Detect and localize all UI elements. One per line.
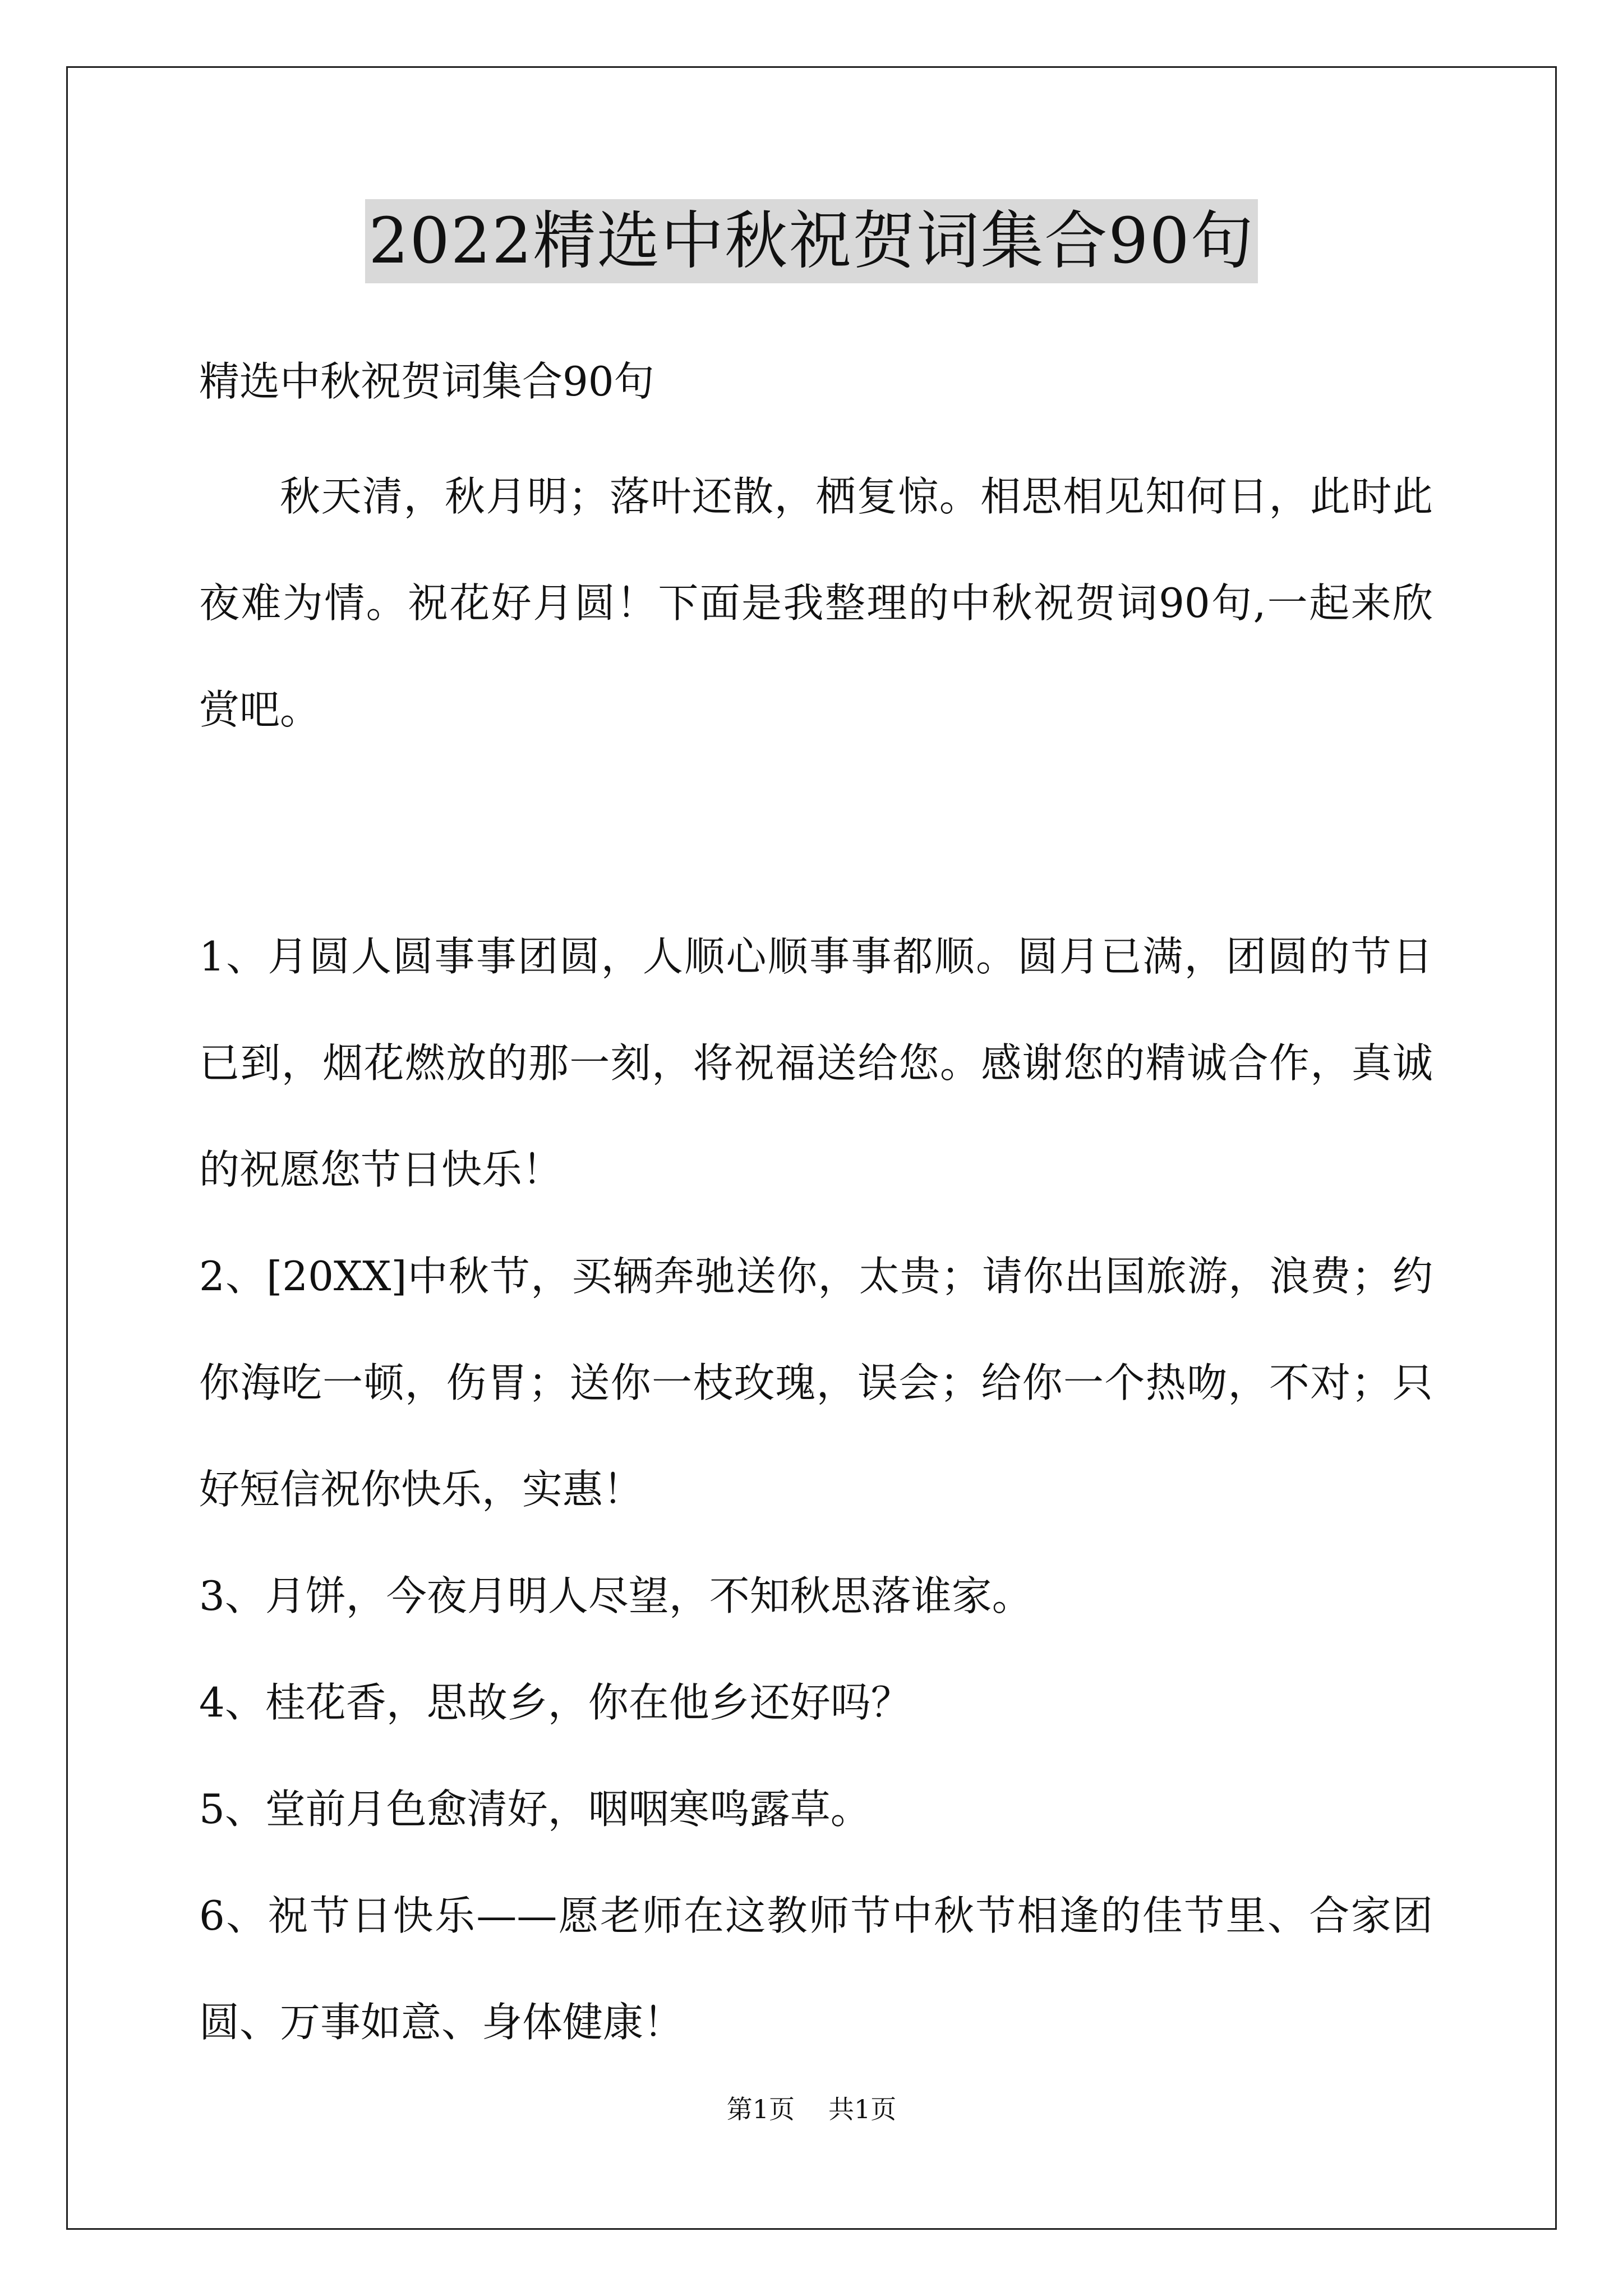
- intro-paragraph: 秋天清，秋月明；落叶还散，栖复惊。相思相见知何日，此时此夜难为情。祝花好月圆！下面是我整理的中秋祝贺词90句,一起来欣赏吧。: [199, 473, 1433, 733]
- page-total: 共1页: [828, 2094, 897, 2124]
- list-item: 2、[20XX]中秋节，买辆奔驰送你，太贵；请你出国旅游，浪费；约你海吃一顿，伤胃；送你一枝玫瑰，误会；给你一个热吻，不对；只好短信祝你快乐，实惠！: [199, 1253, 1433, 1513]
- document-subtitle: 精选中秋祝贺词集合90句: [199, 358, 654, 405]
- list-item: 6、祝节日快乐——愿老师在这教师节中秋节相逢的佳节里、合家团圆、万事如意、身体健康！: [199, 1892, 1433, 2046]
- paragraph-spacer: [199, 763, 1433, 903]
- list-item: 1、月圆人圆事事团圆，人顺心顺事事都顺。圆月已满，团圆的节日已到，烟花燃放的那一刻，将祝福送给您。感谢您的精诚合作，真诚的祝愿您节日快乐！: [199, 933, 1433, 1193]
- page-footer: [0, 2092, 1623, 2126]
- list-item: 5、堂前月色愈清好，咽咽寒鸣露草。: [199, 1786, 871, 1833]
- list-item: 3、月饼，今夜月明人尽望，不知秋思落谁家。: [199, 1572, 1032, 1619]
- list-item: 4、桂花香，思故乡，你在他乡还好吗？: [199, 1679, 911, 1726]
- document-body: [199, 337, 1433, 2076]
- document-title: 2022精选中秋祝贺词集合90句: [365, 199, 1258, 283]
- page-number: 第1页: [726, 2094, 795, 2124]
- title-container: [0, 199, 1623, 283]
